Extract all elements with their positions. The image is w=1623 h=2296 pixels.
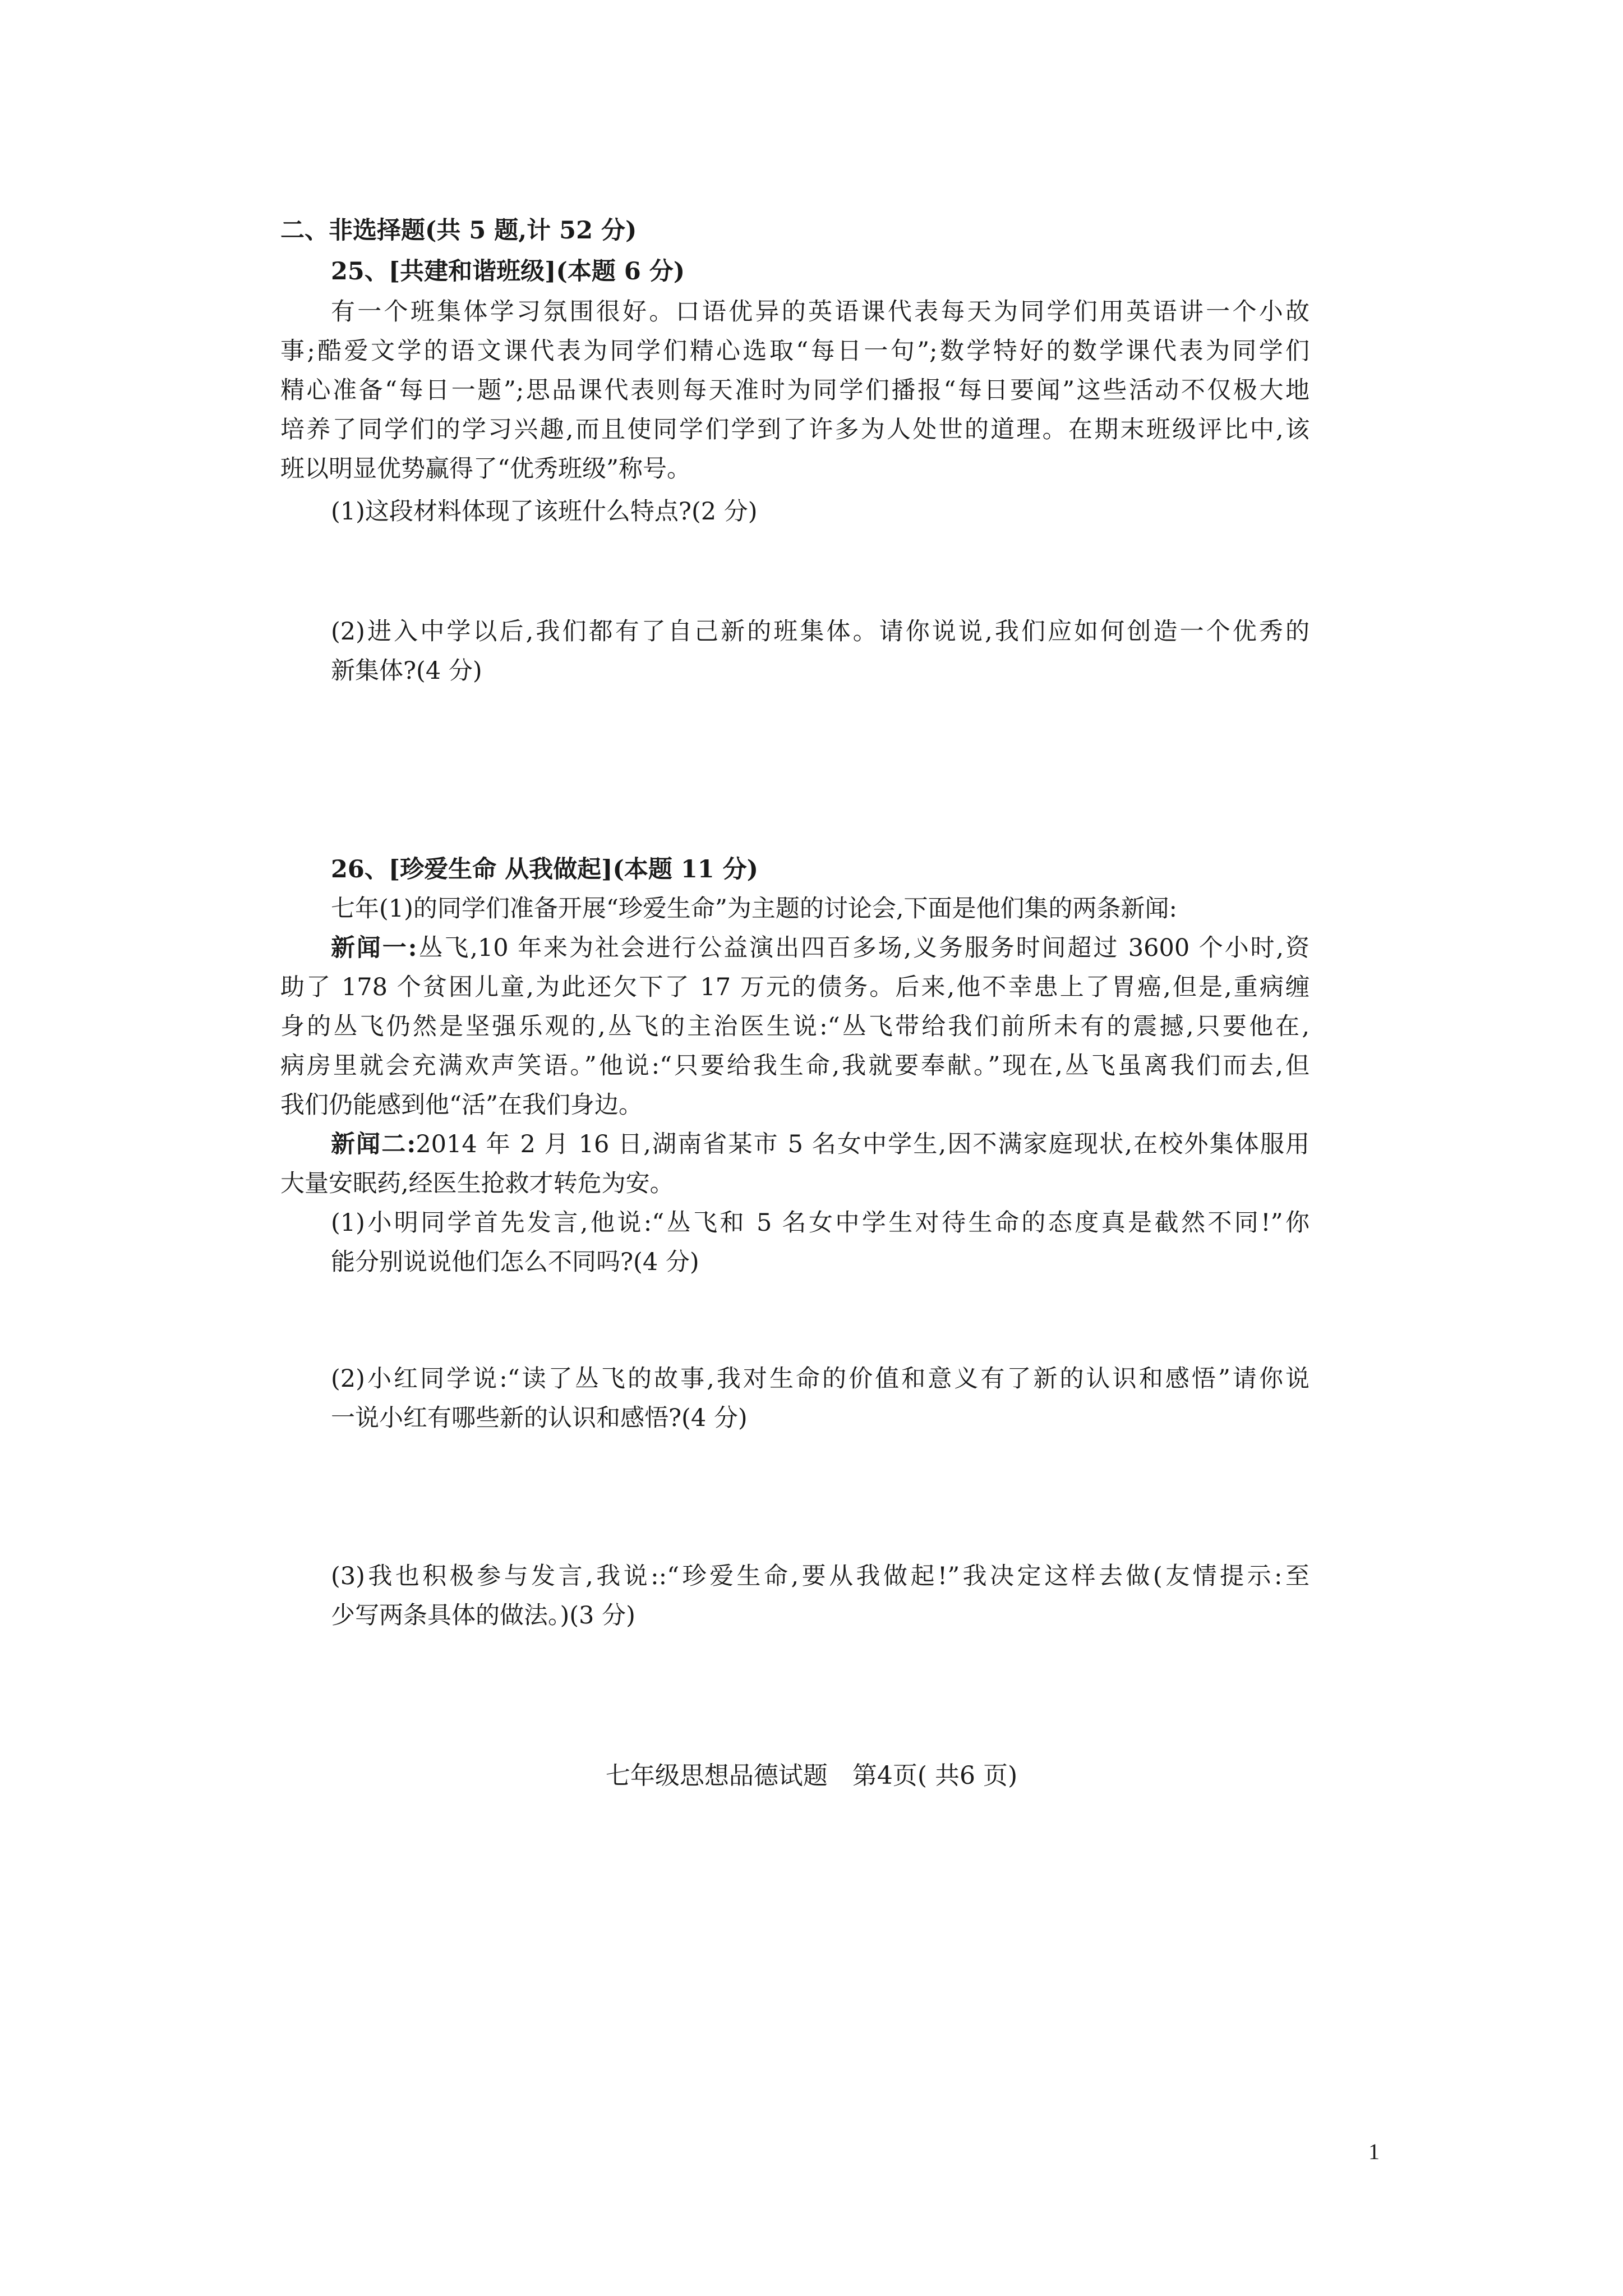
- q25-material-line: 班以明显优势赢得了“优秀班级”称号。: [280, 455, 691, 483]
- page-footer: 七年级思想品德试题 第4页( 共6 页): [605, 1761, 1018, 1790]
- q26-intro: 七年(1)的同学们准备开展“珍爱生命”为主题的讨论会,下面是他们集的两条新闻:: [331, 895, 1178, 923]
- q25-sub2-line1: (2)进入中学以后,我们都有了自己新的班集体。请你说说,我们应如何创造一个优秀的: [331, 618, 1310, 646]
- q26-news2-line: 新闻二:2014 年 2 月 16 日,湖南省某市 5 名女中学生,因不满家庭现状,在校外集体服用: [331, 1130, 1310, 1158]
- page-number: 1: [1368, 2139, 1380, 2164]
- q25-material-line: 有一个班集体学习氛围很好。口语优异的英语课代表每天为同学们用英语讲一个小故: [331, 298, 1310, 326]
- q26-news1-line: 身的丛飞仍然是坚强乐观的,丛飞的主治医生说:“丛飞带给我们前所未有的震撼,只要他在,: [280, 1013, 1310, 1041]
- q26-sub3-line1: (3)我也积极参与发言,我说::“珍爱生命,要从我做起!”我决定这样去做(友情提示:至: [331, 1562, 1310, 1590]
- q26-news2-line: 大量安眠药,经医生抢救才转危为安。: [280, 1170, 674, 1198]
- q25-title: 25、[共建和谐班级](本题 6 分): [331, 257, 685, 286]
- q25-material-line: 培养了同学们的学习兴趣,而且使同学们学到了许多为人处世的道理。在期末班级评比中,该: [280, 416, 1310, 444]
- q25-sub2-line2: 新集体?(4 分): [331, 657, 482, 685]
- q26-sub2-line2: 一说小红有哪些新的认识和感悟?(4 分): [331, 1404, 748, 1432]
- q26-sub1-line2: 能分别说说他们怎么不同吗?(4 分): [331, 1248, 699, 1276]
- q26-sub1-line1: (1)小明同学首先发言,他说:“丛飞和 5 名女中学生对待生命的态度真是截然不同!”你: [331, 1209, 1310, 1237]
- q26-sub3-line2: 少写两条具体的做法。)(3 分): [331, 1602, 635, 1630]
- q26-news1-line: 我们仍能感到他“活”在我们身边。: [280, 1091, 643, 1119]
- news2-label: 新闻二:: [331, 1130, 416, 1158]
- q26-news1-line: 助了 178 个贫困儿童,为此还欠下了 17 万元的债务。后来,他不幸患上了胃癌,但是,重病缠: [280, 973, 1310, 1001]
- q25-material-line: 精心准备“每日一题”;思品课代表则每天准时为同学们播报“每日要闻”这些活动不仅极大地: [280, 376, 1310, 404]
- section-title: 二、非选择题(共 5 题,计 52 分): [280, 217, 637, 245]
- q25-sub1: (1)这段材料体现了该班什么特点?(2 分): [331, 498, 758, 526]
- news1-label: 新闻一:: [331, 934, 417, 962]
- q26-title: 26、[珍爱生命 从我做起](本题 11 分): [331, 855, 758, 884]
- q26-sub2-line1: (2)小红同学说:“读了丛飞的故事,我对生命的价值和意义有了新的认识和感悟”请你说: [331, 1365, 1310, 1393]
- q26-news1-line: 新闻一:丛飞,10 年来为社会进行公益演出四百多场,义务服务时间超过 3600 个小时,资: [331, 934, 1310, 962]
- q26-news1-line: 病房里就会充满欢声笑语。”他说:“只要给我生命,我就要奉献。”现在,丛飞虽离我们而去,但: [280, 1052, 1310, 1080]
- q25-material-line: 事;酷爱文学的语文课代表为同学们精心选取“每日一句”;数学特好的数学课代表为同学们: [280, 337, 1310, 365]
